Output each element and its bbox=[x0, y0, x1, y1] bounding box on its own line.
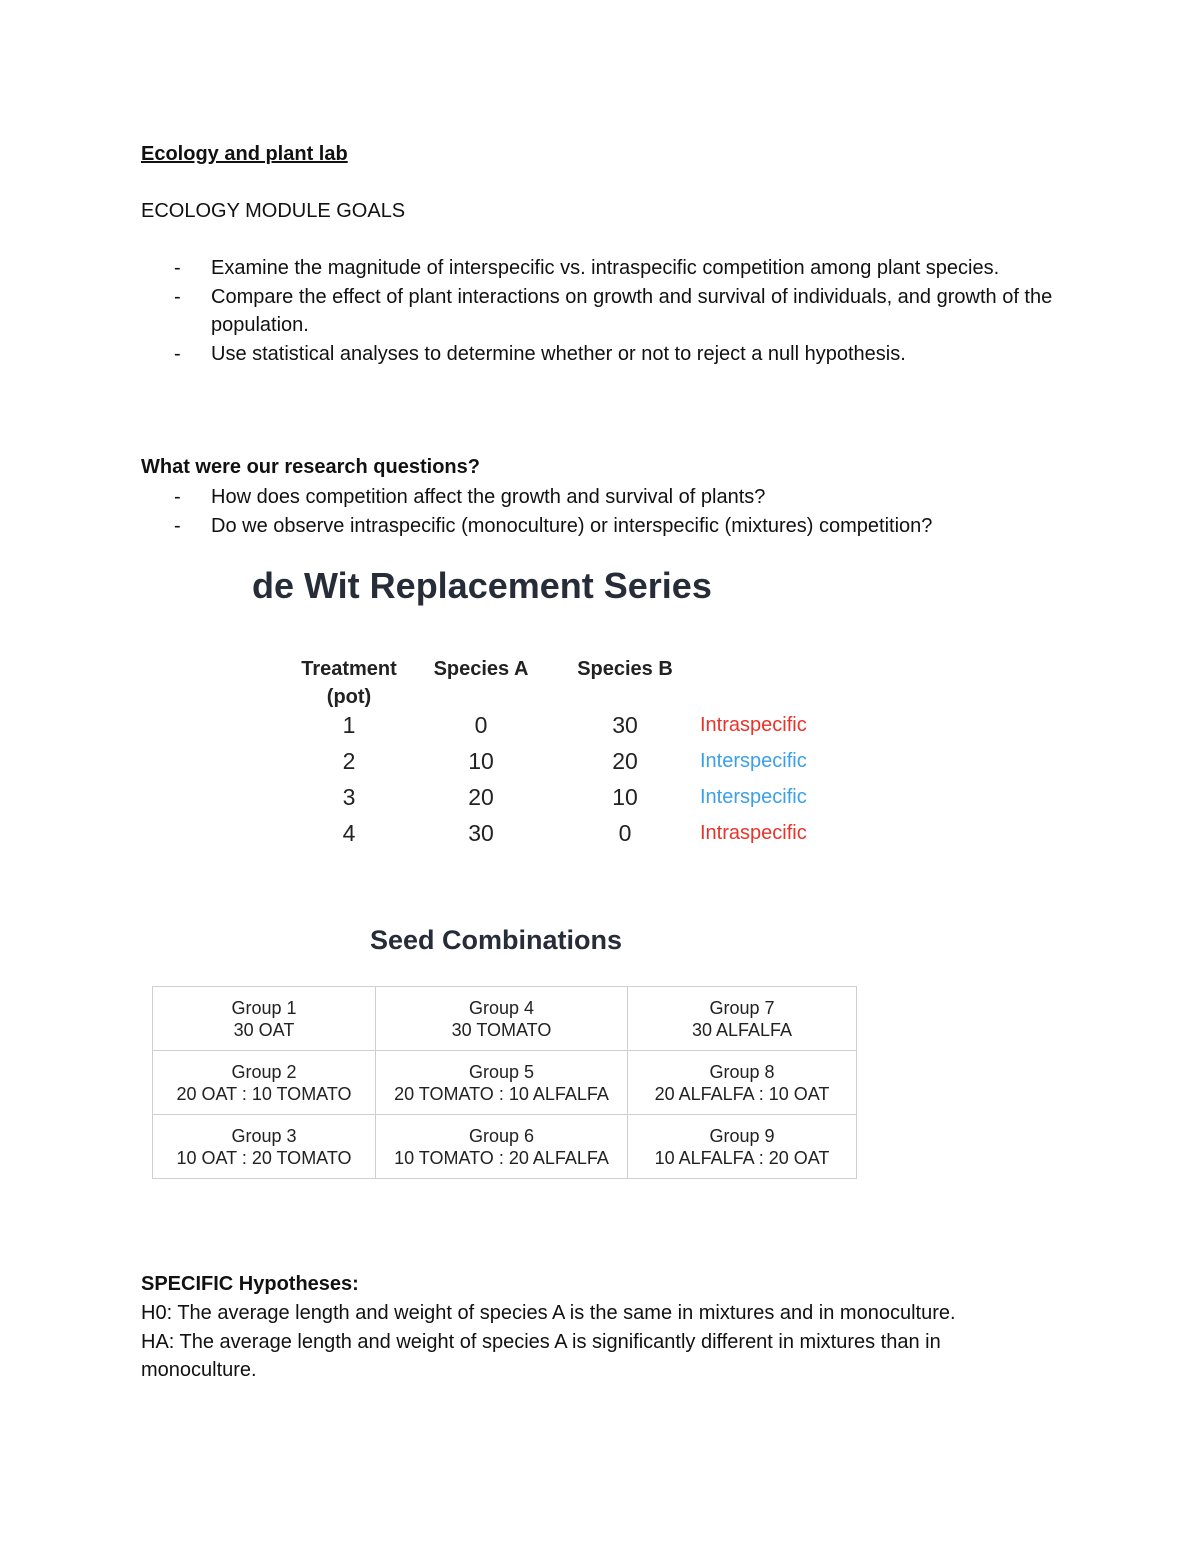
list-item bbox=[141, 254, 1071, 283]
seed-cell bbox=[153, 1115, 376, 1179]
hypotheses-block bbox=[141, 1299, 1041, 1385]
list-item bbox=[141, 283, 1071, 340]
competition-type-cell: Intraspecific bbox=[700, 822, 807, 844]
treatment-header-line1: Treatment bbox=[301, 658, 397, 680]
seed-mix: 30 ALFALFA bbox=[691, 1019, 793, 1040]
treatment-header bbox=[290, 655, 408, 711]
species-b-cell: 0 bbox=[618, 820, 632, 846]
group-label: Group 6 bbox=[468, 1125, 535, 1146]
seed-cell bbox=[628, 1051, 857, 1115]
seed-combinations-title: Seed Combinations bbox=[370, 925, 623, 955]
treatment-cell: 2 bbox=[342, 748, 356, 774]
goal-text: Compare the effect of plant interactions on growth and survival of individuals, and growth of the population. bbox=[211, 285, 1053, 337]
group-label: Group 7 bbox=[709, 997, 775, 1018]
hypotheses-heading: SPECIFIC Hypotheses: bbox=[141, 1273, 359, 1295]
treatment-cell: 1 bbox=[342, 712, 356, 738]
group-label: Group 3 bbox=[231, 1125, 297, 1146]
competition-type-cell: Interspecific bbox=[700, 786, 807, 808]
group-label: Group 5 bbox=[468, 1061, 535, 1082]
bullet-dash: - bbox=[174, 514, 181, 537]
research-questions-heading: What were our research questions? bbox=[141, 456, 480, 478]
treatment-cell: 4 bbox=[342, 820, 356, 846]
table-header-row bbox=[290, 655, 850, 708]
species-b-header: Species B bbox=[577, 658, 673, 680]
seed-mix: 10 TOMATO : 20 ALFALFA bbox=[394, 1147, 609, 1168]
goals-list bbox=[141, 254, 1071, 369]
alternative-hypothesis: HA: The average length and weight of species A is significantly different in mixtures than in monoculture. bbox=[141, 1330, 941, 1382]
bullet-dash: - bbox=[174, 257, 181, 279]
seed-cell bbox=[376, 1115, 628, 1179]
table-row bbox=[153, 987, 857, 1051]
module-goals-heading: ECOLOGY MODULE GOALS bbox=[141, 200, 406, 222]
table-row bbox=[153, 1115, 857, 1179]
bullet-dash: - bbox=[174, 486, 181, 508]
group-label: Group 1 bbox=[231, 997, 297, 1018]
species-a-cell: 30 bbox=[468, 820, 494, 846]
treatment-header-line2: (pot) bbox=[326, 686, 372, 708]
species-a-cell: 0 bbox=[474, 712, 488, 738]
replacement-series-title: de Wit Replacement Series bbox=[252, 565, 712, 606]
table-row bbox=[290, 815, 850, 851]
seed-mix: 10 OAT : 20 TOMATO bbox=[176, 1147, 352, 1168]
null-hypothesis: H0: The average length and weight of species A is the same in mixtures and in monoculture. bbox=[141, 1302, 956, 1324]
group-label: Group 4 bbox=[468, 997, 535, 1018]
bullet-dash: - bbox=[174, 343, 181, 366]
species-b-cell: 10 bbox=[612, 784, 638, 810]
table-row bbox=[290, 707, 850, 743]
seed-cell bbox=[376, 1051, 628, 1115]
questions-list bbox=[141, 483, 1071, 540]
seed-mix: 10 ALFALFA : 20 OAT bbox=[654, 1147, 830, 1168]
seed-cell bbox=[628, 1115, 857, 1179]
table-row bbox=[290, 743, 850, 779]
goal-text: Examine the magnitude of interspecific vs. intraspecific competition among plant species. bbox=[211, 257, 1000, 279]
group-label: Group 2 bbox=[231, 1061, 297, 1082]
competition-type-cell: Interspecific bbox=[700, 750, 807, 772]
seed-mix: 20 TOMATO : 10 ALFALFA bbox=[394, 1083, 609, 1104]
seed-cell bbox=[153, 1051, 376, 1115]
seed-mix: 30 OAT bbox=[233, 1019, 295, 1040]
document-title: Ecology and plant lab bbox=[141, 143, 348, 165]
group-label: Group 9 bbox=[709, 1125, 775, 1146]
seed-mix: 30 TOMATO bbox=[451, 1019, 552, 1040]
table-row bbox=[153, 1051, 857, 1115]
goal-text: Use statistical analyses to determine whether or not to reject a null hypothesis. bbox=[211, 343, 906, 366]
seed-cell bbox=[376, 987, 628, 1051]
table-row bbox=[290, 779, 850, 815]
list-item bbox=[141, 483, 1071, 512]
list-item bbox=[141, 340, 1071, 369]
seed-cell bbox=[153, 987, 376, 1051]
list-item bbox=[141, 512, 1071, 541]
seed-cell bbox=[628, 987, 857, 1051]
seed-combinations-table bbox=[152, 986, 857, 1179]
seed-mix: 20 OAT : 10 TOMATO bbox=[176, 1083, 352, 1104]
question-text: Do we observe intraspecific (monoculture) or interspecific (mixtures) competition? bbox=[211, 514, 933, 537]
question-text: How does competition affect the growth and survival of plants? bbox=[211, 486, 766, 508]
competition-type-cell: Intraspecific bbox=[700, 714, 807, 736]
species-a-cell: 20 bbox=[468, 784, 494, 810]
species-a-header: Species A bbox=[433, 658, 529, 680]
species-b-cell: 20 bbox=[612, 748, 638, 774]
treatment-cell: 3 bbox=[342, 784, 356, 810]
seed-mix: 20 ALFALFA : 10 OAT bbox=[654, 1083, 830, 1104]
species-b-cell: 30 bbox=[612, 712, 638, 738]
group-label: Group 8 bbox=[709, 1061, 775, 1082]
bullet-dash: - bbox=[174, 285, 181, 308]
species-a-cell: 10 bbox=[468, 748, 494, 774]
